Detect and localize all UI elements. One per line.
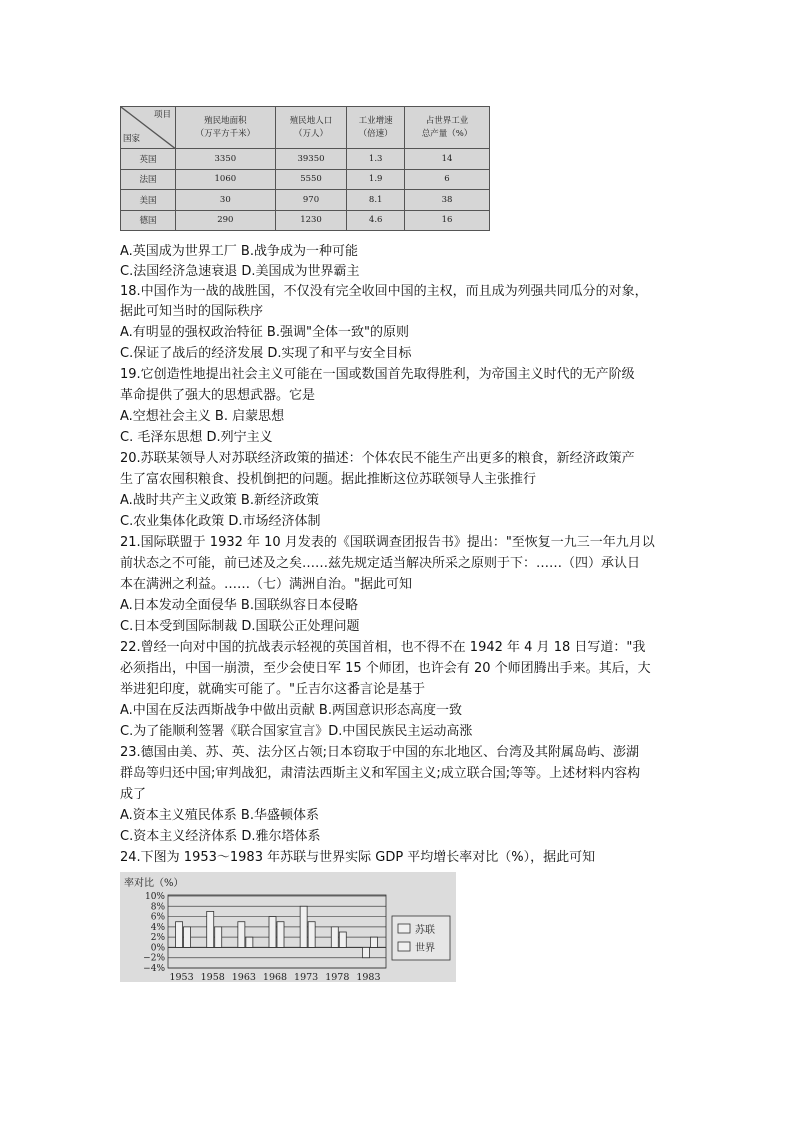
x-tick-label: 1983	[356, 972, 381, 982]
table-header-cell: 殖民地人口 （万人）	[275, 107, 347, 149]
text-line: A.空想社会主义 B. 启蒙思想	[120, 409, 285, 424]
text-line: 生了富农囤积粮食、投机倒把的问题。据此推断这位苏联领导人主张推行	[120, 472, 537, 487]
legend-swatch	[398, 942, 410, 951]
text-line: C.日本受到国际制裁 D.国联公正处理问题	[120, 619, 360, 634]
data-table	[120, 106, 490, 231]
text-line: A.英国成为世界工厂 B.战争成为一种可能	[120, 244, 358, 259]
table-cell: 16	[405, 210, 490, 230]
y-tick-label: 10%	[144, 892, 165, 902]
table-cell: 14	[405, 149, 490, 169]
text-line: 成了	[120, 787, 147, 802]
table-cell: 970	[275, 190, 347, 210]
colony-industry-table	[120, 106, 490, 231]
chart-title: 率对比（%）	[124, 878, 184, 889]
table-cell: 1.3	[347, 149, 405, 169]
bar-ussr	[176, 922, 183, 948]
table-cell: 3350	[176, 149, 276, 169]
table-cell-country: 法国	[121, 169, 176, 189]
bar-world	[215, 927, 222, 948]
table-cell: 290	[176, 210, 276, 230]
y-tick-label: 4%	[150, 922, 165, 933]
bar-world	[277, 922, 284, 948]
chart-svg	[120, 872, 456, 982]
text-line: A.中国在反法西斯战争中做出贡献 B.两国意识形态高度一致	[120, 703, 462, 718]
y-tick-label: 6%	[150, 912, 165, 923]
text-line: A.资本主义殖民体系 B.华盛顿体系	[120, 808, 319, 823]
question-23-line: 23.德国由美、苏、英、法分区占领;日本窃取于中国的东北地区、台湾及其附属岛屿、澎湖	[120, 745, 640, 760]
legend-swatch	[398, 924, 410, 933]
text-line: C.保证了战后的经济发展 D.实现了和平与安全目标	[120, 346, 412, 361]
text-line: C. 毛泽东思想 D.列宁主义	[120, 430, 273, 445]
table-cell-country: 美国	[121, 190, 176, 210]
table-header-cell: 占世界工业 总产量（%）	[405, 107, 490, 149]
bar-ussr	[331, 927, 338, 948]
table-header-row	[121, 107, 490, 149]
x-tick-label: 1963	[231, 972, 256, 982]
bar-ussr	[362, 947, 369, 957]
text-line: 群岛等归还中国;审判战犯，肃清法西斯主义和军国主义;成立联合国;等等。上述材料内容构	[120, 766, 641, 781]
table-cell: 38	[405, 190, 490, 210]
table-header-cell: 工业增速 （倍速）	[347, 107, 405, 149]
legend-label: 世界	[415, 943, 435, 954]
text-line: 前状态之不可能，前已述及之矣……兹先规定适当解决所采之原则于下：……（四）承认日	[120, 556, 641, 571]
text-line: 革命提供了强大的思想武器。它是	[120, 388, 316, 403]
question-24-line: 24.下图为 1953～1983 年苏联与世界实际 GDP 平均增长率对比（%），据此可知	[120, 850, 596, 865]
x-tick-label: 1958	[200, 972, 225, 982]
text-line: 据此可知当时的国际秩序	[120, 304, 264, 319]
table-cell: 1230	[275, 210, 347, 230]
table-cell-country: 德国	[121, 210, 176, 230]
question-18-line: 18.中国作为一战的战胜国，不仅没有完全收回中国的主权，而且成为列强共同瓜分的对象，	[120, 284, 648, 299]
text-line: A.日本发动全面侵华 B.国联纵容日本侵略	[120, 598, 358, 613]
bar-world	[246, 937, 253, 947]
table-cell: 8.1	[347, 190, 405, 210]
text-line: C.资本主义经济体系 D.雅尔塔体系	[120, 829, 321, 844]
corner-item-label: 项目	[153, 110, 171, 120]
text-line: 举进犯印度，就确实可能了。"丘吉尔这番言论是基于	[120, 682, 425, 697]
corner-country-label: 国家	[123, 134, 141, 145]
table-row	[121, 190, 490, 210]
table-row	[121, 169, 490, 189]
table-cell: 30	[176, 190, 276, 210]
table-cell: 6	[405, 169, 490, 189]
y-tick-label: 0%	[150, 943, 165, 954]
legend-label: 苏联	[415, 925, 435, 936]
table-cell: 39350	[275, 149, 347, 169]
table-header-cell: 殖民地面积 （万平方千米）	[176, 107, 276, 149]
table-cell: 1.9	[347, 169, 405, 189]
bar-ussr	[269, 917, 276, 948]
y-tick-label: −4%	[143, 964, 165, 974]
gdp-growth-chart	[120, 872, 456, 982]
text-line: A.战时共产主义政策 B.新经济政策	[120, 493, 319, 508]
bar-world	[184, 927, 191, 948]
x-tick-label: 1973	[294, 972, 319, 982]
question-20-line: 20.苏联某领导人对苏联经济政策的描述：个体农民不能生产出更多的粮食，新经济政策产	[120, 451, 635, 466]
x-tick-label: 1978	[325, 972, 350, 982]
question-22-line: 22.曾经一向对中国的抗战表示轻视的英国首相，也不得不在 1942 年 4 月 18 日写道："我	[120, 640, 646, 655]
table-cell: 1060	[176, 169, 276, 189]
text-line: A.有明显的强权政治特征 B.强调"全体一致"的原则	[120, 325, 409, 340]
bar-world	[370, 937, 377, 947]
table-corner-cell	[121, 107, 176, 149]
table-row	[121, 149, 490, 169]
text-line: 本在满洲之利益。……（七）满洲自治。"据此可知	[120, 577, 412, 592]
text-line: 必须指出，中国一崩溃，至少会使日军 15 个师团，也许会有 20 个师团腾出手来。其后，大	[120, 661, 651, 676]
text-line: C.为了能顺利签署《联合国家宣言》D.中国民族民主运动高涨	[120, 724, 473, 739]
y-tick-label: −2%	[143, 953, 165, 964]
y-tick-label: 8%	[150, 902, 165, 913]
bar-world	[339, 932, 346, 947]
question-19-line: 19.它创造性地提出社会主义可能在一国或数国首先取得胜利，为帝国主义时代的无产阶级	[120, 367, 635, 382]
table-row	[121, 210, 490, 230]
x-tick-label: 1968	[262, 972, 288, 982]
question-21-line: 21.国际联盟于 1932 年 10 月发表的《国联调查团报告书》提出："至恢复一九三一年九月以	[120, 535, 655, 550]
bar-ussr	[238, 922, 245, 948]
bar-ussr	[300, 906, 307, 947]
table-cell: 5550	[275, 169, 347, 189]
x-tick-label: 1953	[169, 972, 194, 982]
bar-ussr	[207, 911, 214, 947]
text-line: C.法国经济急速衰退 D.美国成为世界霸主	[120, 264, 360, 279]
bar-world	[308, 922, 315, 948]
table-cell: 4.6	[347, 210, 405, 230]
text-line: C.农业集体化政策 D.市场经济体制	[120, 514, 321, 529]
y-tick-label: 2%	[150, 933, 165, 944]
table-cell-country: 英国	[121, 149, 176, 169]
